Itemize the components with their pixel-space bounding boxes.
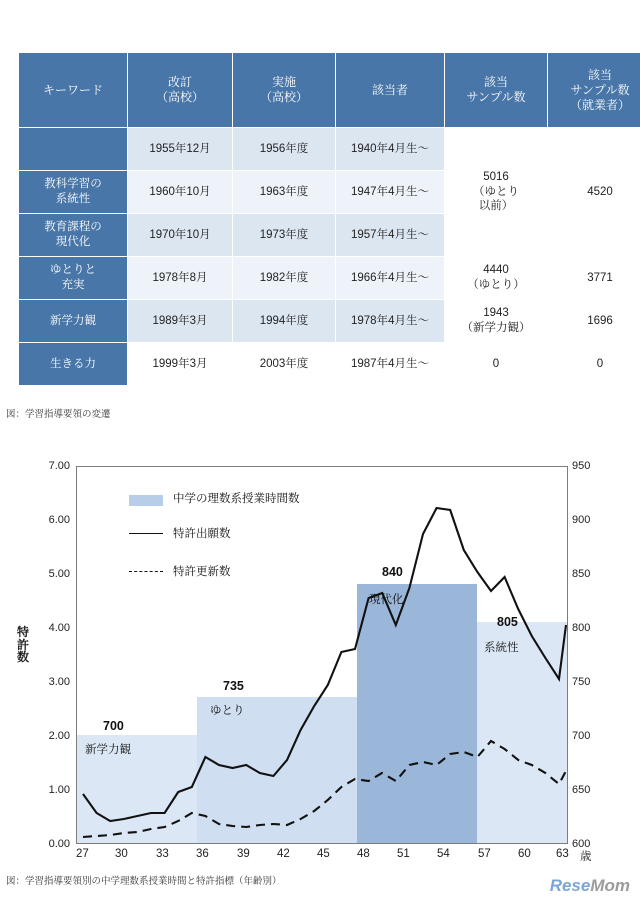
chart-ylabel: 特 許 数: [16, 625, 29, 665]
patent-chart: [0, 446, 640, 866]
annotation-label-shingakuryokukan: 新学力観: [85, 744, 131, 756]
cell-enforcement: 2003年度: [233, 343, 336, 386]
xtick: 63: [556, 848, 569, 860]
ytick-right: 700: [572, 730, 591, 742]
xtick: 30: [115, 848, 128, 860]
cell-sample-merged: 5016 （ゆとり 以前）: [445, 128, 548, 257]
xtick: 60: [518, 848, 531, 860]
ytick-left: 4.00: [48, 622, 70, 634]
ytick-left: 0.00: [48, 838, 70, 850]
cell-target: 1940年4月生～: [336, 128, 445, 171]
curriculum-table: [18, 52, 630, 386]
ytick-right: 650: [572, 784, 591, 796]
cell-keyword: ゆとりと 充実: [19, 257, 128, 300]
table-row: [19, 257, 640, 300]
cell-enforcement: 1994年度: [233, 300, 336, 343]
xtick: 39: [237, 848, 250, 860]
legend-label-applications: 特許出願数: [173, 528, 231, 540]
ytick-left: 2.00: [48, 730, 70, 742]
cell-keyword: 教育課程の 現代化: [19, 214, 128, 257]
cell-target: 1987年4月生～: [336, 343, 445, 386]
cell-revision: 1960年10月: [128, 171, 233, 214]
table-header-row: [19, 53, 640, 128]
ytick-right: 850: [572, 568, 591, 580]
col-keyword: キーワード: [19, 53, 128, 128]
cell-target: 1966年4月生～: [336, 257, 445, 300]
xtick: 48: [357, 848, 370, 860]
ytick-left: 1.00: [48, 784, 70, 796]
xtick: 36: [196, 848, 209, 860]
cell-sample: 1943 （新学力観）: [445, 300, 548, 343]
ytick-right: 900: [572, 514, 591, 526]
series-lines: [77, 467, 567, 843]
legend-swatch-classhours: [129, 495, 163, 506]
annotation-value-735: 735: [223, 679, 244, 693]
cell-sample-worker-merged: 4520: [548, 128, 640, 257]
cell-sample-worker: 1696: [548, 300, 640, 343]
ytick-right: 750: [572, 676, 591, 688]
cell-target: 1978年4月生～: [336, 300, 445, 343]
xtick: 27: [76, 848, 89, 860]
col-enforcement: 実施 （高校）: [233, 53, 336, 128]
col-revision: 改訂 （高校）: [128, 53, 233, 128]
cell-target: 1947年4月生～: [336, 171, 445, 214]
watermark-logo: [550, 876, 630, 896]
xtick: 45: [317, 848, 330, 860]
cell-keyword: 教科学習の 系統性: [19, 171, 128, 214]
ytick-right: 950: [572, 460, 591, 472]
cell-keyword: 新学力観: [19, 300, 128, 343]
legend-label-classhours: 中学の理数系授業時間数: [173, 493, 300, 505]
cell-revision: 1970年10月: [128, 214, 233, 257]
ytick-left: 5.00: [48, 568, 70, 580]
annotation-value-700: 700: [103, 719, 124, 733]
cell-enforcement: 1963年度: [233, 171, 336, 214]
legend-line-renewals: [129, 571, 163, 572]
xtick: 42: [277, 848, 290, 860]
annotation-value-840: 840: [382, 565, 403, 579]
table-row: [19, 300, 640, 343]
xtick: 54: [437, 848, 450, 860]
table-row: [19, 128, 640, 171]
line-patent-renewals: [83, 741, 566, 837]
ytick-left: 6.00: [48, 514, 70, 526]
line-patent-applications: [83, 508, 566, 821]
cell-enforcement: 1973年度: [233, 214, 336, 257]
legend-label-renewals: 特許更新数: [173, 566, 231, 578]
xtick: 33: [156, 848, 169, 860]
annotation-label-yutori: ゆとり: [210, 705, 245, 717]
annotation-label-keitousei: 系統性: [484, 642, 519, 654]
cell-keyword: 生きる力: [19, 343, 128, 386]
ytick-left: 3.00: [48, 676, 70, 688]
cell-sample-worker: 0: [548, 343, 640, 386]
watermark-rese: Rese: [549, 876, 591, 895]
chart-caption: 図：学習指導要領別の中学理数系授業時間と特許指標（年齢別）: [6, 876, 282, 887]
annotation-label-gendaika: 現代化: [369, 594, 404, 606]
cell-target: 1957年4月生～: [336, 214, 445, 257]
cell-sample: 0: [445, 343, 548, 386]
cell-revision: 1978年8月: [128, 257, 233, 300]
watermark-mom: Mom: [590, 876, 630, 895]
ytick-left: 7.00: [48, 460, 70, 472]
cell-revision: 1955年12月: [128, 128, 233, 171]
table-caption: 図：学習指導要領の変遷: [6, 409, 111, 420]
col-target: 該当者: [336, 53, 445, 128]
cell-sample-worker: 3771: [548, 257, 640, 300]
cell-keyword: [19, 128, 128, 171]
legend-line-applications: [129, 533, 163, 534]
cell-revision: 1999年3月: [128, 343, 233, 386]
ytick-right: 800: [572, 622, 591, 634]
xtick: 51: [397, 848, 410, 860]
xaxis-unit-label: 歳: [580, 851, 592, 863]
cell-revision: 1989年3月: [128, 300, 233, 343]
table-row: [19, 343, 640, 386]
col-sample-worker: 該当 サンプル数 （就業者）: [548, 53, 640, 128]
col-sample: 該当 サンプル数: [445, 53, 548, 128]
cell-enforcement: 1956年度: [233, 128, 336, 171]
cell-sample: 4440 （ゆとり）: [445, 257, 548, 300]
ytick-right: 600: [572, 838, 591, 850]
annotation-value-805: 805: [497, 615, 518, 629]
cell-enforcement: 1982年度: [233, 257, 336, 300]
plot-area: [76, 466, 568, 844]
xtick: 57: [478, 848, 491, 860]
